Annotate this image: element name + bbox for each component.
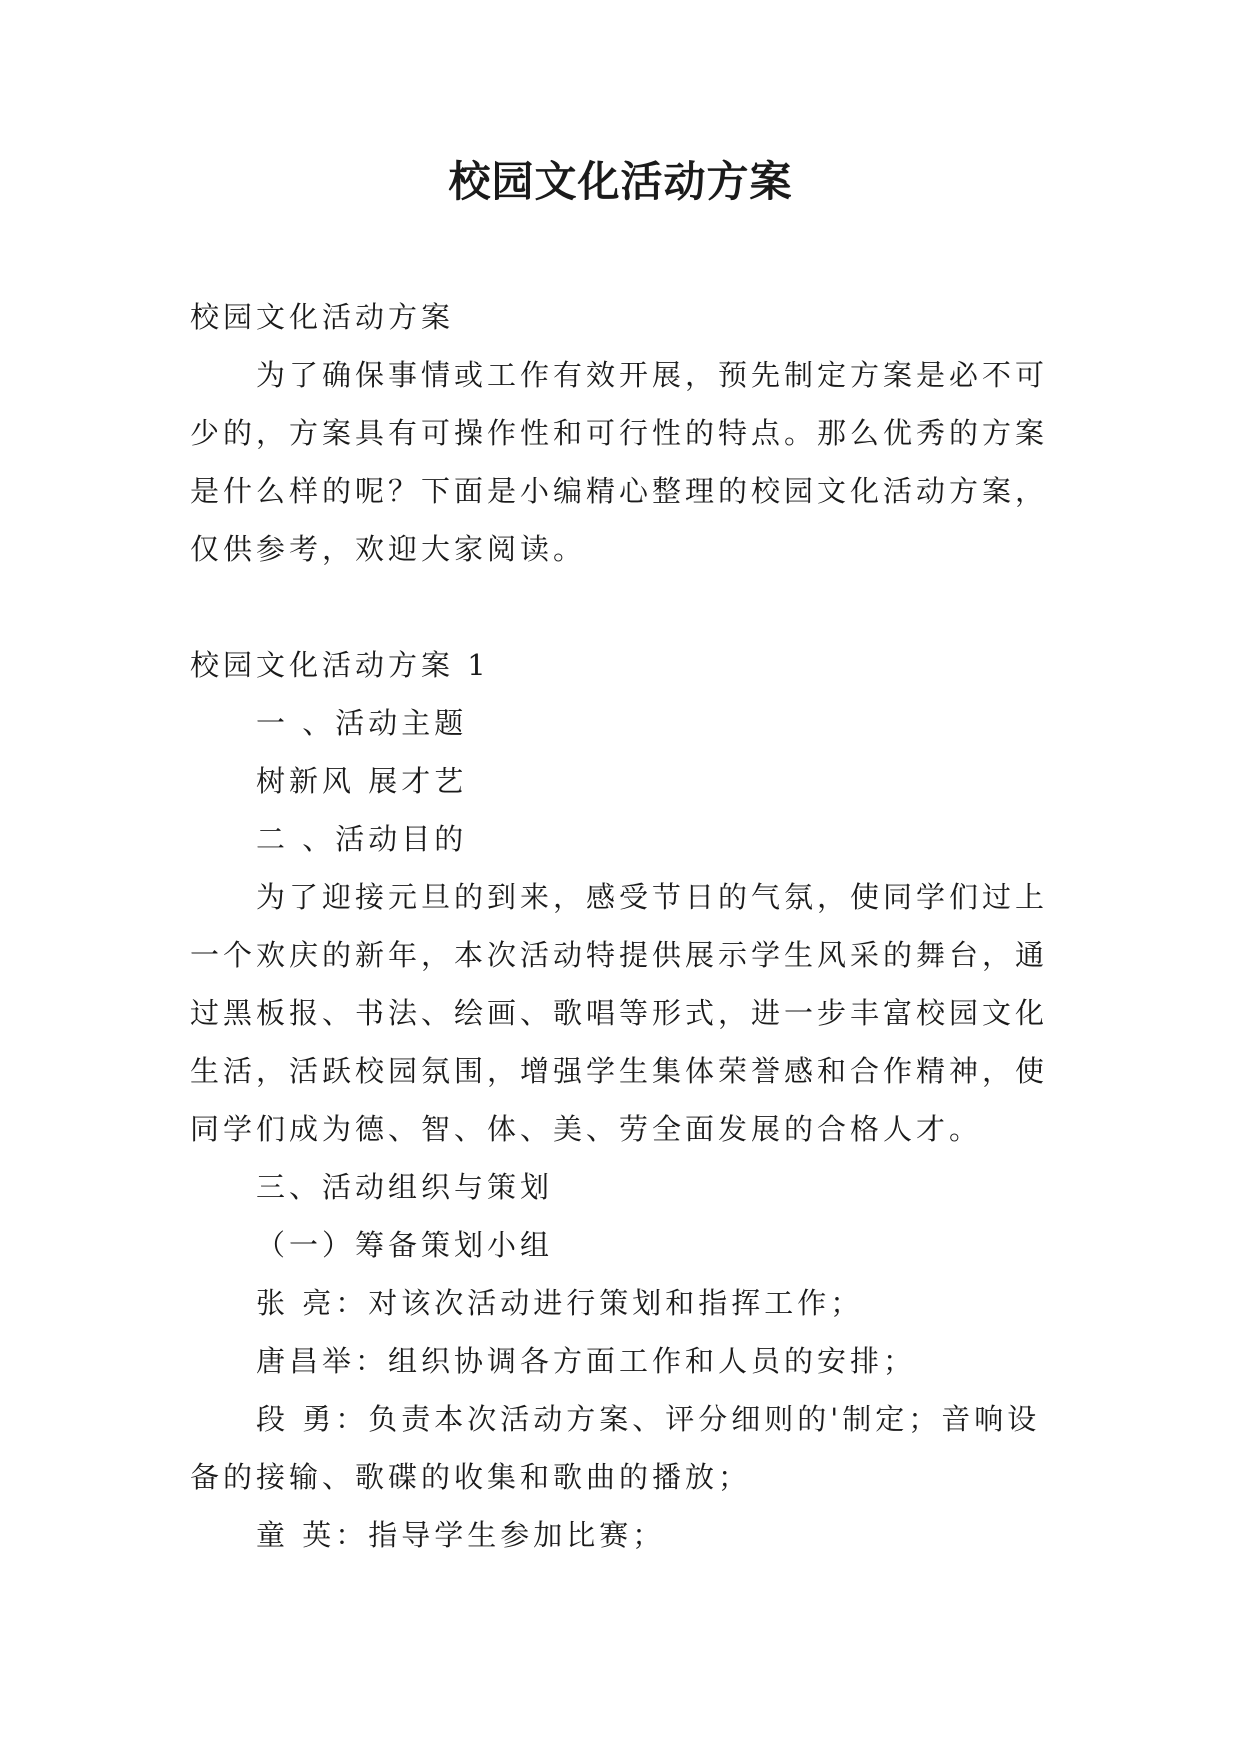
paragraph-intro: 为了确保事情或工作有效开展，预先制定方案是必不可少的，方案具有可操作性和可行性的特点。那么优秀的方案是什么样的呢？下面是小编精心整理的校园文化活动方案，仅供参考，欢迎大家阅读。 bbox=[190, 358, 1049, 566]
paragraph-gap bbox=[190, 578, 1070, 636]
list-item: 张 亮：对该次活动进行策划和指挥工作； bbox=[256, 1286, 864, 1320]
paragraph-theme-text: 树新风 展才艺 bbox=[256, 764, 468, 798]
heading-organization: 三、活动组织与策划 bbox=[256, 1170, 554, 1204]
heading-activity-purpose: 二 、活动目的 bbox=[256, 822, 468, 856]
paragraph-subtitle: 校园文化活动方案 bbox=[190, 300, 455, 334]
document-title: 校园文化活动方案 bbox=[448, 157, 793, 206]
list-item: 童 英：指导学生参加比赛； bbox=[256, 1518, 666, 1552]
heading-planning-group: （一）筹备策划小组 bbox=[256, 1228, 554, 1262]
paragraph-purpose-text: 为了迎接元旦的到来，感受节日的气氛，使同学们过上一个欢庆的新年，本次活动特提供展示学生风采的舞台，通过黑板报、书法、绘画、歌唱等形式，进一步丰富校园文化生活，活跃校园氛围，增强学生集体荣誉感和合作精神，使同学们成为德、智、体、美、劳全面发展的合格人才。 bbox=[190, 880, 1049, 1146]
list-item: 唐昌举：组织协调各方面工作和人员的安排； bbox=[256, 1344, 917, 1378]
list-item: 段 勇：负责本次活动方案、评分细则的'制定；音响设备的接输、歌碟的收集和歌曲的播放； bbox=[190, 1402, 1041, 1494]
section-heading-plan-1: 校园文化活动方案 1 bbox=[190, 648, 490, 682]
document-body bbox=[190, 288, 1070, 1564]
heading-activity-theme: 一 、活动主题 bbox=[256, 706, 468, 740]
